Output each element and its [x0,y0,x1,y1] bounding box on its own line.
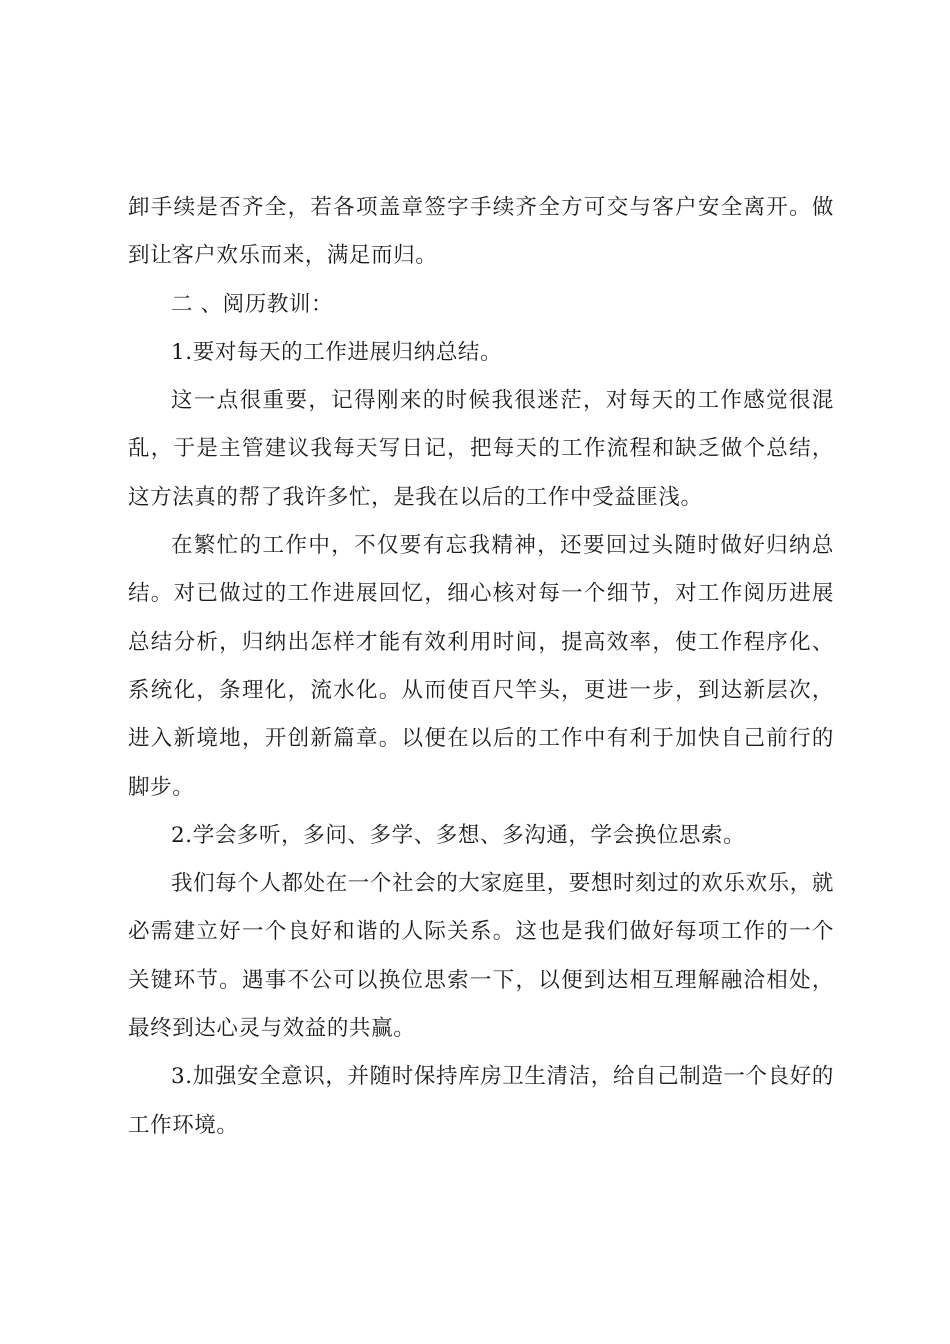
document-body [128,184,834,1150]
paragraph-item-1-body-2: 在繁忙的工作中，不仅要有忘我精神，还要回过头随时做好归纳总结。对已做过的工作进展回忆，细心核对每一个细节，对工作阅历进展总结分析，归纳出怎样才能有效利用时间，提高效率，使工作程序化、系统化，条理化，流水化。从而使百尺竿头，更进一步，到达新层次，进入新境地，开创新篇章。以便在以后的工作中有利于加快自己前行的脚步。 [128,533,834,800]
paragraph-item-1-body: 这一点很重要，记得刚来的时候我很迷茫，对每天的工作感觉很混乱，于是主管建议我每天写日记，把每天的工作流程和缺乏做个总结，这方法真的帮了我许多忙，是我在以后的工作中受益匪浅。 [128,388,834,510]
list-item-heading-3: 3.加强安全意识，并随时保持库房卫生清洁，给自己制造一个良好的工作环境。 [128,1064,834,1138]
section-heading-lessons: 二 、阅历教训： [171,291,334,317]
list-item-heading-2: 2.学会多听，多问、多学、多想、多沟通，学会换位思索。 [171,822,746,848]
paragraph-continuation: 卸手续是否齐全，若各项盖章签字手续齐全方可交与客户安全离开。做到让客户欢乐而来，满足而归。 [128,195,834,269]
list-item-heading-1: 1.要对每天的工作进展归纳总结。 [171,339,503,365]
paragraph-item-2-body: 我们每个人都处在一个社会的大家庭里，要想时刻过的欢乐欢乐，就必需建立好一个良好和谐的人际关系。这也是我们做好每项工作的一个关键环节。遇事不公可以换位思索一下，以便到达相互理解融洽相处，最终到达心灵与效益的共赢。 [128,871,835,1042]
